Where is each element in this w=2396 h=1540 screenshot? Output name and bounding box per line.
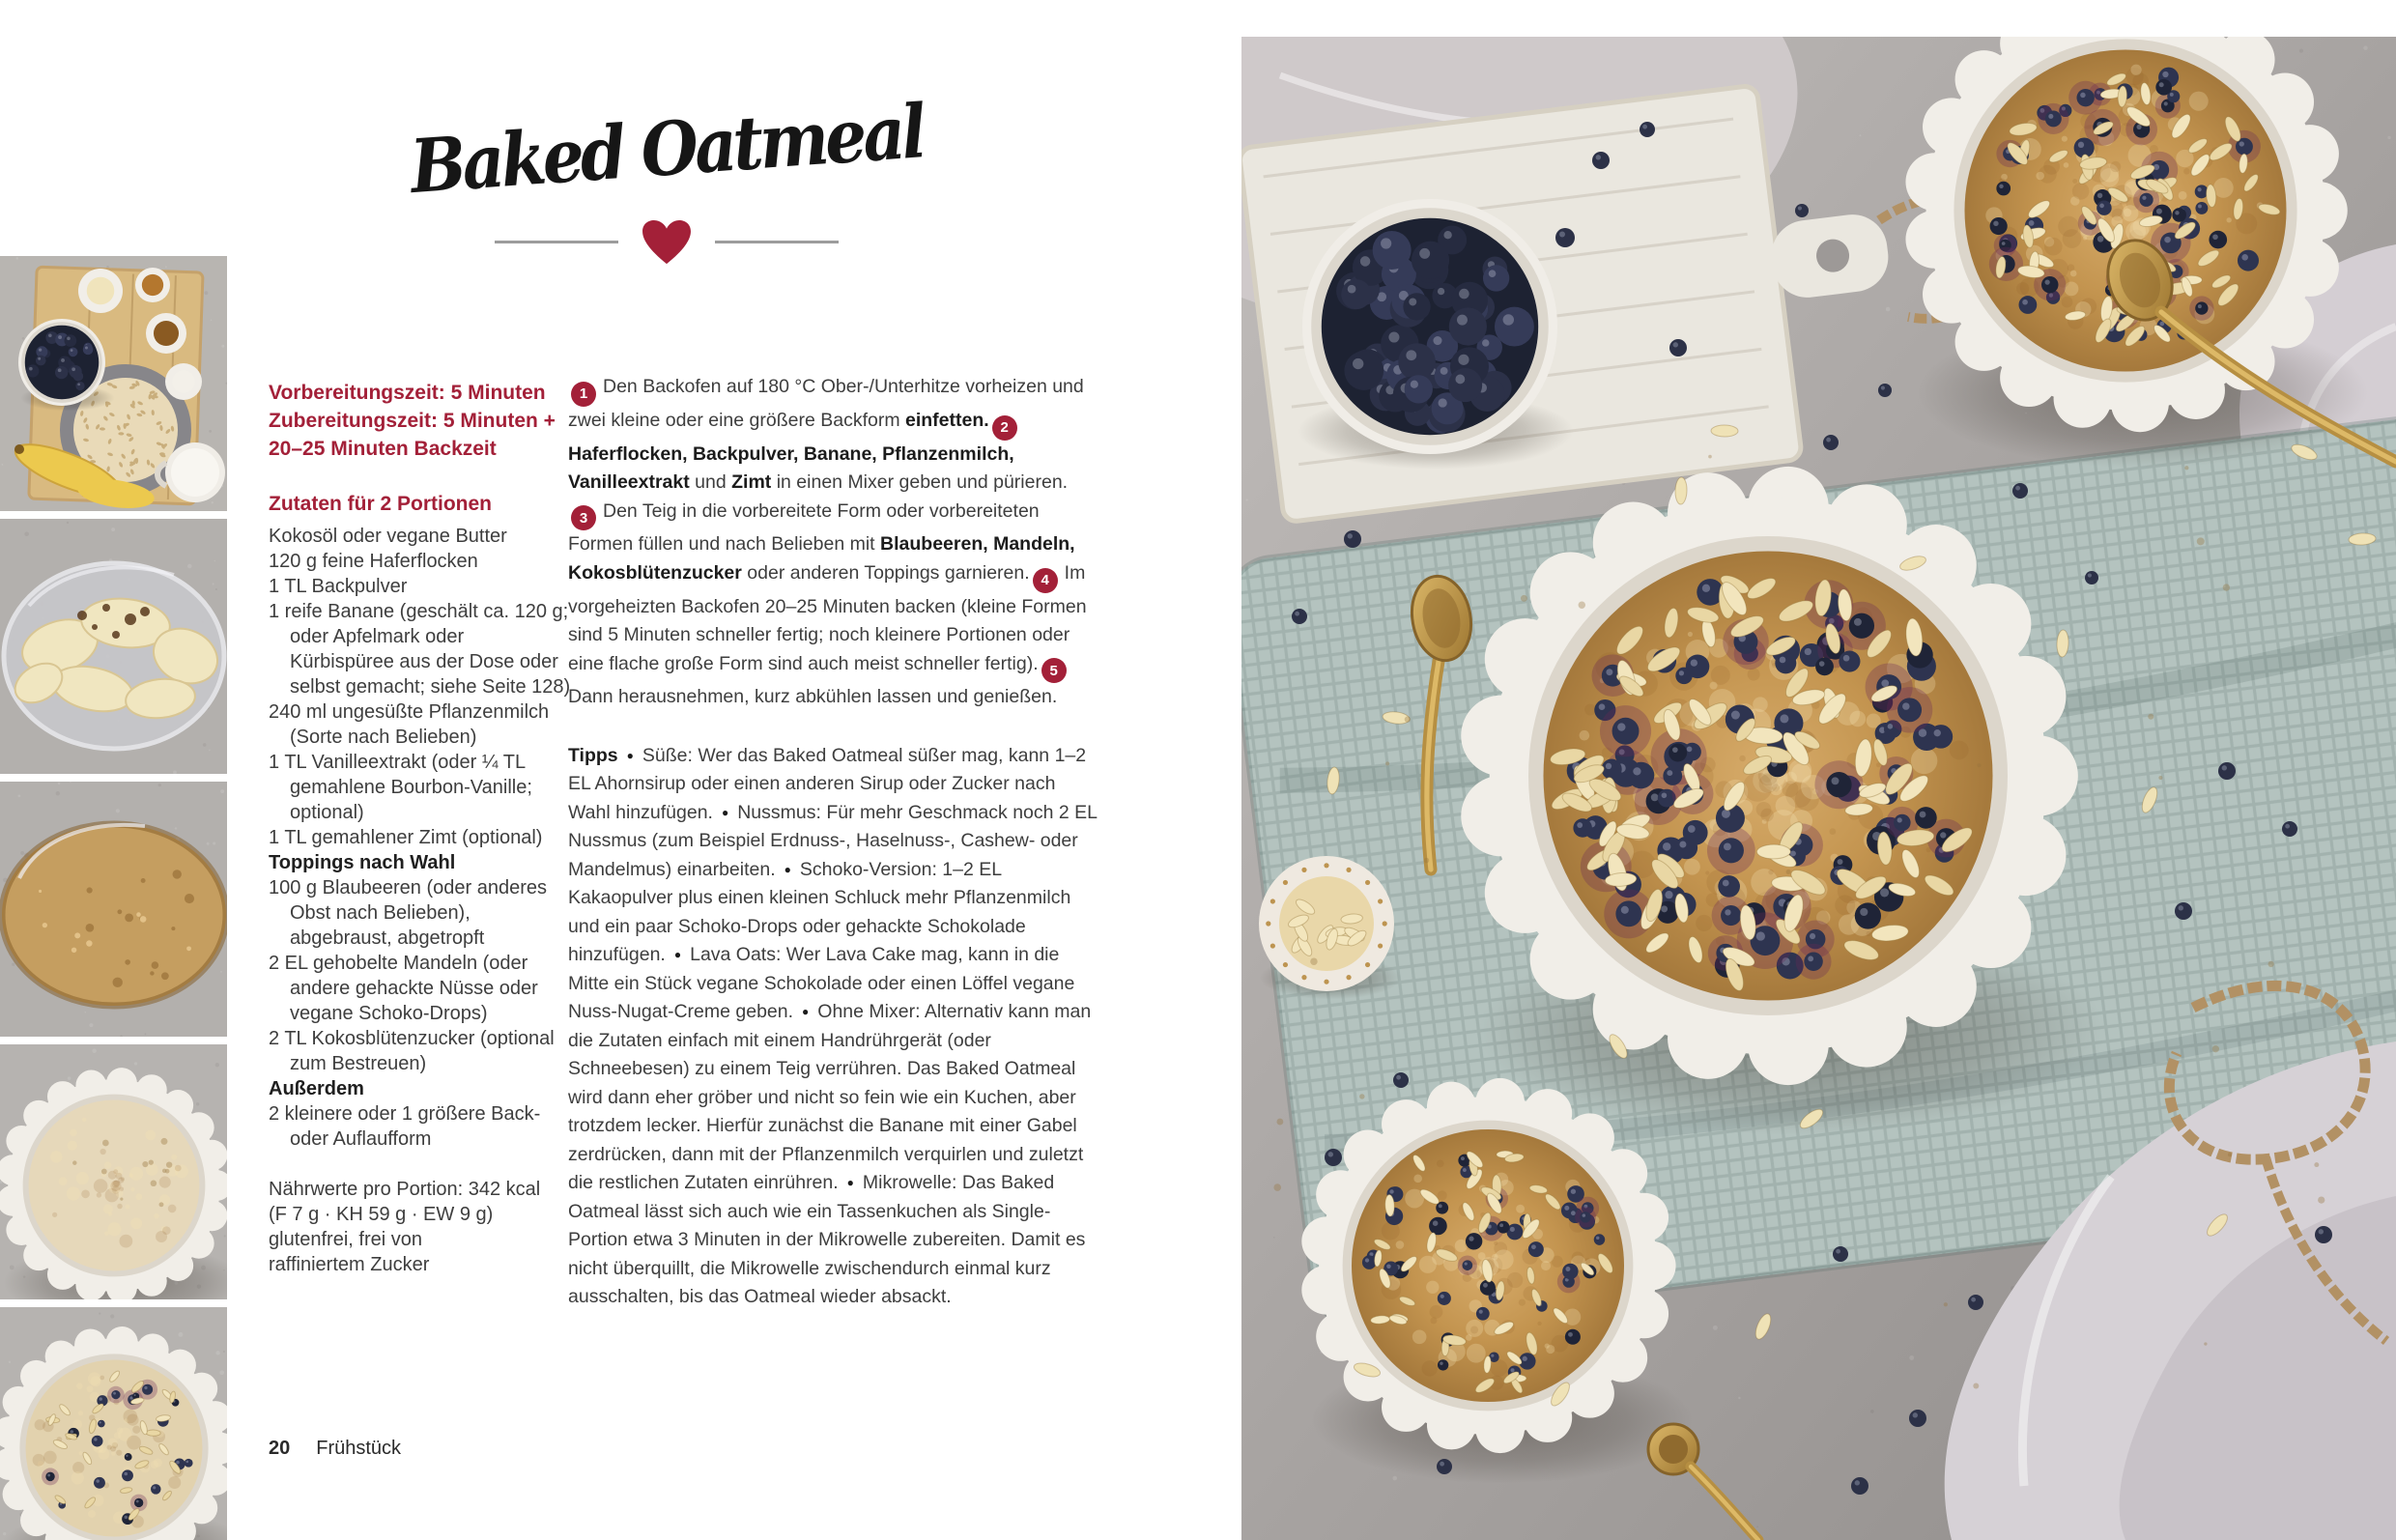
body-text: Lava Oats: Wer Lava Cake mag, kann in die Mitte ein Stück vegane Schokolade oder einen Löffel vegane Nuss-Nugat-Creme geben.	[568, 944, 1075, 1023]
ingredients-list	[269, 524, 572, 1152]
step-photo-column	[0, 256, 227, 1540]
body-text: oder anderen Toppings garnieren.	[741, 561, 1030, 584]
tip-bullet-icon: ●	[802, 1005, 810, 1019]
ingredient-item: 120 g feine Haferflocken	[269, 551, 478, 572]
ingredient-item: 1 TL gemahlener Zimt (optional)	[269, 827, 543, 848]
body-text: in einen Mixer geben und pürieren.	[771, 471, 1069, 493]
step-number-badge: 4	[1033, 568, 1058, 593]
tip-bullet-icon: ●	[784, 862, 791, 876]
step-number-badge: 2	[992, 415, 1017, 441]
body-text: und	[689, 471, 732, 493]
instructions-column	[568, 373, 1098, 1312]
recipe-header	[367, 85, 966, 266]
body-text: Schoko-Version: 1–2 EL Kakaopulver plus einen kleinen Schluck mehr Pflanzenmilch und ein paar Schoko-Drops oder gehackte Schokolade hinzufügen.	[568, 858, 1071, 966]
ingredient-item: 2 kleinere oder 1 größere Back- oder Auflaufform	[269, 1103, 541, 1150]
body-text: Den Teig in die vorbereitete Form oder vorbereiteten Formen füllen und nach Belieben mit	[568, 499, 1040, 556]
bold-text: Zimt	[731, 471, 772, 493]
ingredient-item: 2 EL gehobelte Mandeln (oder andere gehackte Nüsse oder vegane Schoko-Drops)	[269, 953, 538, 1024]
bold-text: Blaubeeren, Mandeln, Kokosblütenzucker	[568, 533, 1075, 584]
cook-time-line: Zubereitungszeit: 5 Minuten +	[269, 410, 556, 432]
body-text: Mikrowelle: Das Baked Oatmeal lässt sich auch wie ein Tassenkuchen als Single-Portion etwa 3 Minuten in der Mikrowelle zubereiten. Damit es nicht überquillt, die Mikrowelle zwischendurch einmal kurz ausschalten, bis das Oatmeal wieder absackt.	[568, 1172, 1086, 1308]
heart-icon	[640, 219, 694, 266]
ingredient-item: 1 TL Vanilleextrakt (oder ¼ TL gemahlene Bourbon-Vanille; optional)	[269, 752, 532, 823]
ingredient-subheading: Außerdem	[269, 1078, 364, 1099]
tips-paragraph	[568, 742, 1098, 1312]
tip-bullet-icon: ●	[721, 805, 729, 819]
step-photo-batter-in-dish	[0, 1044, 227, 1299]
page-number: 20	[269, 1438, 291, 1459]
nutrition-line: (F 7 g · KH 59 g · EW 9 g)	[269, 1204, 494, 1225]
tip-bullet-icon: ●	[846, 1176, 854, 1190]
ingredient-item: 1 reife Banane (geschält ca. 120 g; oder Apfelmark oder Kürbispüree aus der Dose oder selbst gemacht; siehe Seite 128)	[269, 601, 571, 698]
step-number-badge: 5	[1041, 658, 1067, 683]
tip-bullet-icon: ●	[626, 748, 634, 762]
ingredient-item: 1 TL Backpulver	[269, 576, 408, 597]
bold-text: einfetten.	[905, 409, 989, 431]
bold-text: Tipps	[568, 744, 618, 766]
ingredient-subheading: Toppings nach Wahl	[269, 852, 456, 873]
ingredient-item: 2 TL Kokosblütenzucker (optional zum Bestreuen)	[269, 1028, 555, 1074]
nutrition-line: glutenfrei, frei von	[269, 1229, 422, 1250]
main-photo	[1241, 37, 2396, 1540]
step-photo-bananas-in-blender	[0, 519, 227, 774]
step-photo-dish-with-toppings	[0, 1307, 227, 1540]
divider-line-left	[495, 241, 618, 243]
prep-time-line: Vorbereitungszeit: 5 Minuten	[269, 382, 546, 404]
title-divider	[367, 219, 966, 266]
ingredients-heading: Zutaten für 2 Portionen	[269, 493, 492, 515]
recipe-title: Baked Oatmeal	[408, 88, 926, 212]
body-text: Den Backofen auf 180 °C Ober-/Unterhitze vorheizen und zwei kleine oder eine größere Backform	[568, 376, 1084, 431]
ingredient-item: 100 g Blaubeeren (oder anderes Obst nach Belieben), abgebraust, abgetropft	[269, 877, 547, 949]
tip-bullet-icon: ●	[673, 948, 682, 962]
divider-line-right	[715, 241, 839, 243]
bake-time-line: 20–25 Minuten Backzeit	[269, 438, 497, 460]
preparation-steps	[568, 373, 1098, 712]
prep-times	[269, 379, 572, 463]
body-text: Ohne Mixer: Alternativ kann man die Zutaten einfach mit einem Handrührgerät (oder Schneebesen) zu einem Teig verrühren. Das Baked Oatmeal wird dann eher gröber und nicht so fein wie ein Kuchen, aber trotzdem lecker. Hierfür zunächst die Banane mit einer Gabel zerdrücken, dann mit der Pflanzenmilch verquirlen und zuletzt die restlichen Zutaten einrühren.	[568, 1001, 1092, 1194]
ingredient-item: 240 ml ungesüßte Pflanzenmilch (Sorte nach Belieben)	[269, 701, 550, 748]
body-text: Im vorgeheizten Backofen 20–25 Minuten backen (kleine Formen sind 5 Minuten schneller fertig; noch kleinere Portionen oder eine flache große Form sind auch meist schneller fertig).	[568, 561, 1087, 674]
step-number-badge: 1	[571, 382, 596, 407]
bold-text: Haferflocken, Backpulver, Banane, Pflanzenmilch, Vanilleextrakt	[568, 442, 1014, 493]
body-text: Süße: Wer das Baked Oatmeal süßer mag, kann 1–2 EL Ahornsirup oder einen anderen Sirup oder Zucker nach Wahl hinzufügen.	[568, 744, 1087, 823]
section-label: Frühstück	[316, 1438, 402, 1459]
step-photo-ingredients-flatlay	[0, 256, 227, 511]
nutrition-line: Nährwerte pro Portion: 342 kcal	[269, 1179, 541, 1200]
step-number-badge: 3	[571, 505, 596, 530]
body-text: Nussmus: Für mehr Geschmack noch 2 EL Nussmus (zum Beispiel Erdnuss-, Haselnuss-, Cashew- oder Mandelmus) einarbeiten.	[568, 801, 1098, 880]
page-footer	[269, 1438, 401, 1460]
ingredient-item: Kokosöl oder vegane Butter	[269, 526, 507, 547]
nutrition-info	[269, 1177, 572, 1277]
nutrition-line: raffiniertem Zucker	[269, 1254, 430, 1275]
step-photo-blended-batter	[0, 782, 227, 1037]
body-text: Dann herausnehmen, kurz abkühlen lassen und genießen.	[568, 686, 1058, 708]
ingredients-column	[269, 379, 572, 1277]
